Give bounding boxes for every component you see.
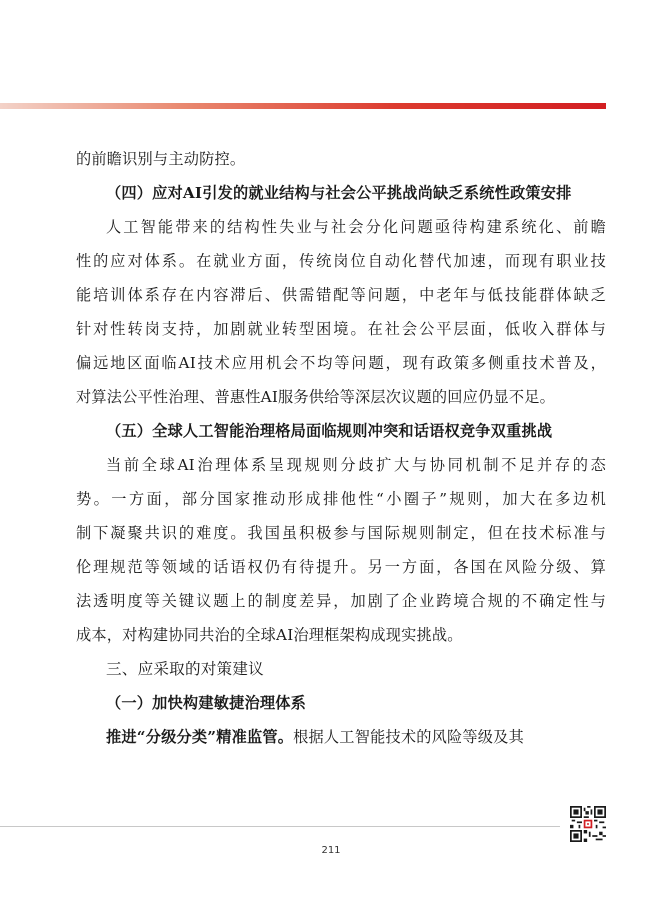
subsection-heading-1: （一）加快构建敏捷治理体系 <box>106 694 307 712</box>
paragraph-line: 成本，对构建协同共治的全球AI治理框架构成现实挑战。 <box>76 626 463 644</box>
paragraph-line: 制下凝聚共识的难度。我国虽积极参与国际规则制定，但在技术标准与 <box>76 524 606 542</box>
header-accent-bar <box>0 103 606 109</box>
paragraph-line <box>76 720 606 754</box>
paragraph-line: 人工智能带来的结构性失业与社会分化问题亟待构建系统化、前瞻 <box>106 218 606 236</box>
paragraph-line: 对算法公平性治理、普惠性AI服务供给等深层次议题的回应仍显不足。 <box>76 388 555 406</box>
bold-lead-phrase: 推进“分级分类”精准监管。 <box>106 728 294 746</box>
paragraph-line: 针对性转岗支持，加剧就业转型困境。在社会公平层面，低收入群体与 <box>76 320 606 338</box>
paragraph-line: 能培训体系存在内容滞后、供需错配等问题，中老年与低技能群体缺乏 <box>76 286 606 304</box>
paragraph-continuation: 根据人工智能技术的风险等级及其 <box>293 728 524 746</box>
paragraph-line: 法透明度等关键议题上的制度差异，加剧了企业跨境合规的不确定性与 <box>76 592 606 610</box>
subsection-heading-5: （五）全球人工智能治理格局面临规则冲突和话语权竞争双重挑战 <box>106 422 553 440</box>
paragraph-line: 性的应对体系。在就业方面，传统岗位自动化替代加速，而现有职业技 <box>76 252 606 270</box>
paragraph-line: 势。一方面，部分国家推动形成排他性“小圈子”规则，加大在多边机 <box>76 490 606 508</box>
paragraph-line: 偏远地区面临AI技术应用机会不均等问题，现有政策多侧重技术普及， <box>76 354 606 372</box>
subsection-heading-4: （四）应对AI引发的就业结构与社会公平挑战尚缺乏系统性政策安排 <box>106 184 572 202</box>
paragraph-line: 的前瞻识别与主动防控。 <box>76 150 246 168</box>
page-number: 211 <box>321 845 341 856</box>
footer-rule <box>0 826 560 827</box>
section-heading-3: 三、应采取的对策建议 <box>106 660 264 678</box>
qr-code-icon <box>570 806 606 842</box>
paragraph-line: 当前全球AI治理体系呈现规则分歧扩大与协同机制不足并存的态 <box>106 456 606 474</box>
paragraph-line: 伦理规范等领域的话语权仍有待提升。另一方面，各国在风险分级、算 <box>76 558 606 576</box>
document-body <box>76 142 606 754</box>
